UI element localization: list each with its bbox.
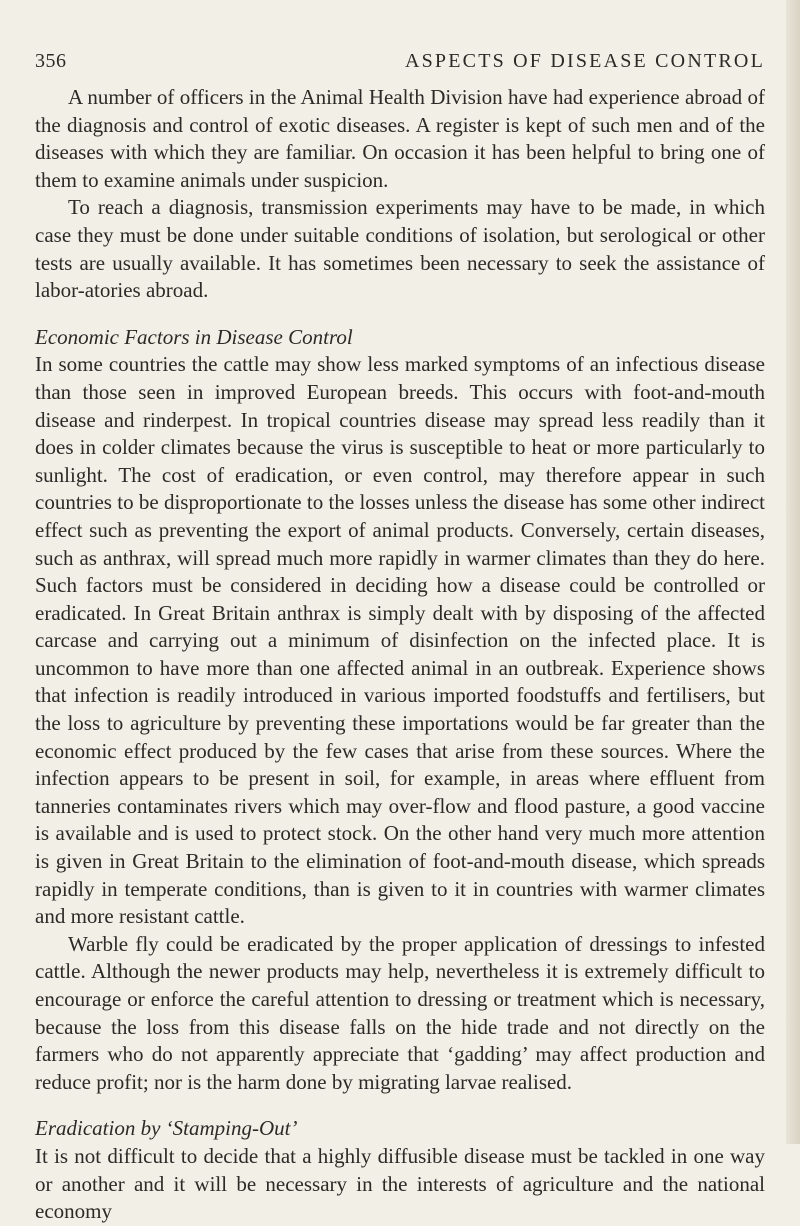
running-head-title: ASPECTS OF DISEASE CONTROL <box>404 50 765 72</box>
paragraph-diagnosis: To reach a diagnosis, transmission experiments may have to be made, in which case they must be done under suitable conditions of isolation, but serological or other tests are usually available. It has sometimes been necessary to seek the assistance of labor-atories abroad. <box>35 195 765 303</box>
book-page <box>35 0 765 1226</box>
page-number: 356 <box>35 50 67 72</box>
paragraph-economic-factors: In some countries the cattle may show less marked symptoms of an infectious disease than those seen in improved European breeds. This occurs with foot-and-mouth disease and rinderpest. In tropical countries disease may spread less readily than it does in colder climates because the virus is susceptible to heat or more particularly to sunlight. The cost of eradication, or even control, may therefore appear in such countries to be disproportionate to the losses unless the disease has some other indirect effect such as preventing the export of animal products. Conversely, certain diseases, such as anthrax, will spread much more rapidly in warmer climates than they do here. Such factors must be considered in deciding how a disease could be controlled or eradicated. In Great Britain anthrax is simply dealt with by disposing of the affected carcase and carrying out a minimum of disinfection on the infected place. It is uncommon to have more than one affected animal in an outbreak. Experience shows that infection is readily introduced in various imported foodstuffs and fertilisers, but the loss to agriculture by preventing these importations would be far greater than the economic effect produced by the few cases that arise from these sources. Where the infection appears to be present in soil, for example, in areas where effluent from tanneries contaminates rivers which may over-flow and flood pasture, a good vaccine is available and is used to protect stock. On the other hand very much more attention is given in Great Britain to the elimination of foot-and-mouth disease, which spreads rapidly in temperate conditions, than is given to it in countries with warmer climates and more resistant cattle. <box>35 352 765 929</box>
paragraph-warble-fly: Warble fly could be eradicated by the proper application of dressings to infested cattle. Although the newer products may help, nevertheless it is extremely difficult to encourage or enforce the careful attention to dressing or treatment which is necessary, because the loss from this disease falls on the hide trade and not directly on the farmers who do not apparently appreciate that ‘gadding’ may affect production and reduce profit; nor is the harm done by migrating larvae realised. <box>35 931 765 1094</box>
body-text <box>35 84 765 1226</box>
section-heading-economic-factors: Economic Factors in Disease Control <box>35 324 353 349</box>
page-edge-shadow <box>786 0 800 1144</box>
paragraph-stamping-out: It is not difficult to decide that a highly diffusible disease must be tackled in one way or another and it will be necessary in the interests of agriculture and the national economy <box>35 1143 765 1224</box>
running-head <box>35 46 765 76</box>
section-heading-stamping-out: Eradication by ‘Stamping-Out’ <box>35 1116 298 1141</box>
paragraph-officers-experience: A number of officers in the Animal Health Division have had experience abroad of the diagnosis and control of exotic diseases. A register is kept of such men and of the diseases with which they are familiar. On occasion it has been helpful to bring one of them to examine animals under suspicion. <box>35 85 765 192</box>
